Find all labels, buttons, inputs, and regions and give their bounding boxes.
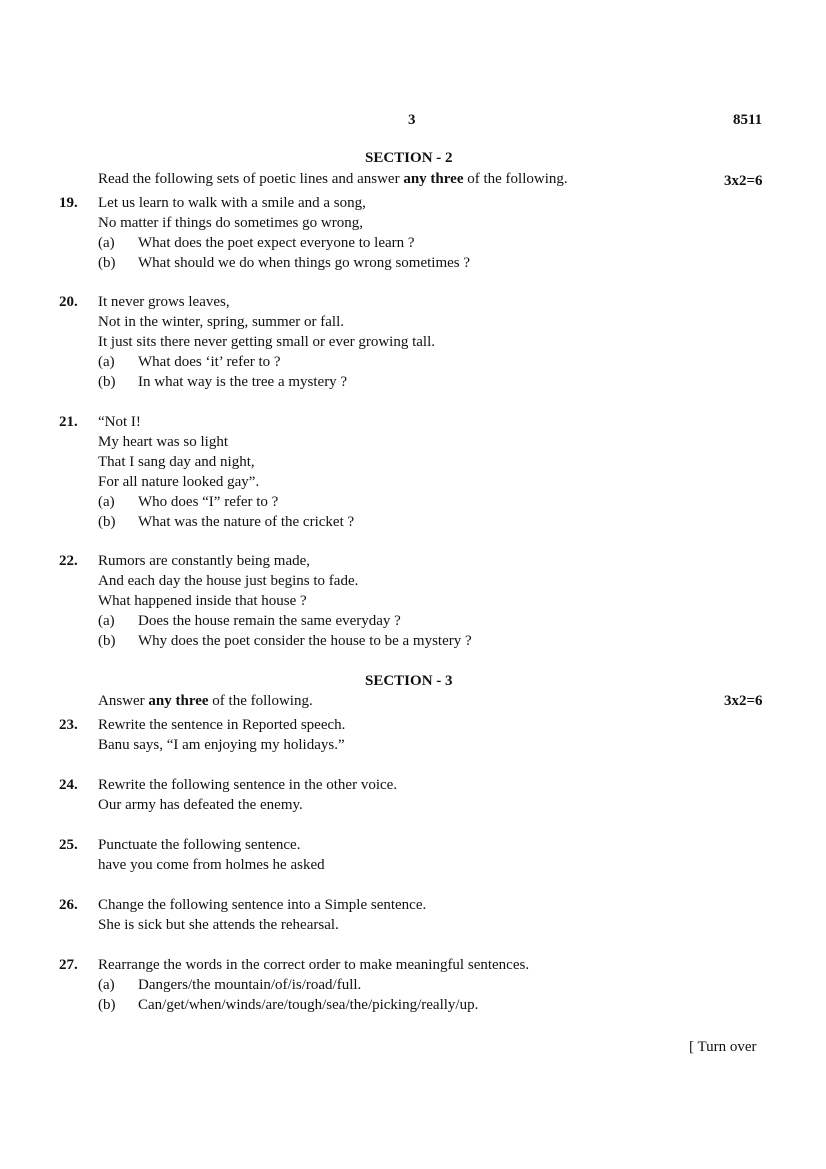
section-2-instruction: Read the following sets of poetic lines and answer any three of the following. <box>98 171 568 187</box>
sub-label: (b) <box>98 255 116 271</box>
section-3-marks: 3x2=6 <box>724 693 763 709</box>
question-number: 27. <box>59 957 78 973</box>
question-text: She is sick but she attends the rehearsal. <box>98 917 339 933</box>
sub-label: (b) <box>98 514 116 530</box>
section-2-title: SECTION - 2 <box>365 150 453 166</box>
poem-line: It never grows leaves, <box>98 294 230 310</box>
sub-question: Does the house remain the same everyday ? <box>138 613 401 629</box>
question-number: 23. <box>59 717 78 733</box>
sub-question: Why does the poet consider the house to be a mystery ? <box>138 633 472 649</box>
sub-label: (b) <box>98 374 116 390</box>
page-number: 3 <box>408 112 416 128</box>
poem-line: What happened inside that house ? <box>98 593 307 609</box>
question-text: Banu says, “I am enjoying my holidays.” <box>98 737 345 753</box>
question-text: Change the following sentence into a Simple sentence. <box>98 897 427 913</box>
sub-question: What should we do when things go wrong sometimes ? <box>138 255 471 271</box>
poem-line: For all nature looked gay”. <box>98 474 260 490</box>
question-number: 26. <box>59 897 78 913</box>
poem-line: My heart was so light <box>98 434 228 450</box>
sub-question: What does ‘it’ refer to ? <box>138 354 281 370</box>
turn-over: [ Turn over <box>689 1039 757 1055</box>
question-number: 25. <box>59 837 78 853</box>
sub-label: (b) <box>98 633 116 649</box>
poem-line: Not in the winter, spring, summer or fall. <box>98 314 345 330</box>
question-text: Our army has defeated the enemy. <box>98 797 303 813</box>
section-2-marks: 3x2=6 <box>724 173 763 189</box>
question-number: 24. <box>59 777 78 793</box>
sub-question: Who does “I” refer to ? <box>138 494 279 510</box>
poem-line: It just sits there never getting small or ever growing tall. <box>98 334 436 350</box>
section-3-title: SECTION - 3 <box>365 673 453 689</box>
sub-question: What does the poet expect everyone to learn ? <box>138 235 415 251</box>
question-number: 22. <box>59 553 78 569</box>
sub-label: (b) <box>98 997 116 1013</box>
question-text: Punctuate the following sentence. <box>98 837 301 853</box>
poem-line: Let us learn to walk with a smile and a song, <box>98 195 366 211</box>
question-text: Rearrange the words in the correct order to make meaningful sentences. <box>98 957 530 973</box>
sub-label: (a) <box>98 494 115 510</box>
sub-label: (a) <box>98 235 115 251</box>
sub-question: Can/get/when/winds/are/tough/sea/the/picking/really/up. <box>138 997 479 1013</box>
section-3-instruction: Answer any three of the following. <box>98 693 313 709</box>
paper-code: 8511 <box>733 112 763 128</box>
question-text: have you come from holmes he asked <box>98 857 325 873</box>
poem-line: And each day the house just begins to fade. <box>98 573 359 589</box>
sub-label: (a) <box>98 977 115 993</box>
poem-line: Rumors are constantly being made, <box>98 553 311 569</box>
sub-label: (a) <box>98 613 115 629</box>
poem-line: No matter if things do sometimes go wrong, <box>98 215 363 231</box>
sub-question: Dangers/the mountain/of/is/road/full. <box>138 977 362 993</box>
question-number: 21. <box>59 414 78 430</box>
sub-label: (a) <box>98 354 115 370</box>
sub-question: In what way is the tree a mystery ? <box>138 374 348 390</box>
question-number: 20. <box>59 294 78 310</box>
question-number: 19. <box>59 195 78 211</box>
sub-question: What was the nature of the cricket ? <box>138 514 355 530</box>
question-text: Rewrite the sentence in Reported speech. <box>98 717 346 733</box>
poem-line: “Not I! <box>98 414 141 430</box>
question-text: Rewrite the following sentence in the other voice. <box>98 777 398 793</box>
poem-line: That I sang day and night, <box>98 454 255 470</box>
